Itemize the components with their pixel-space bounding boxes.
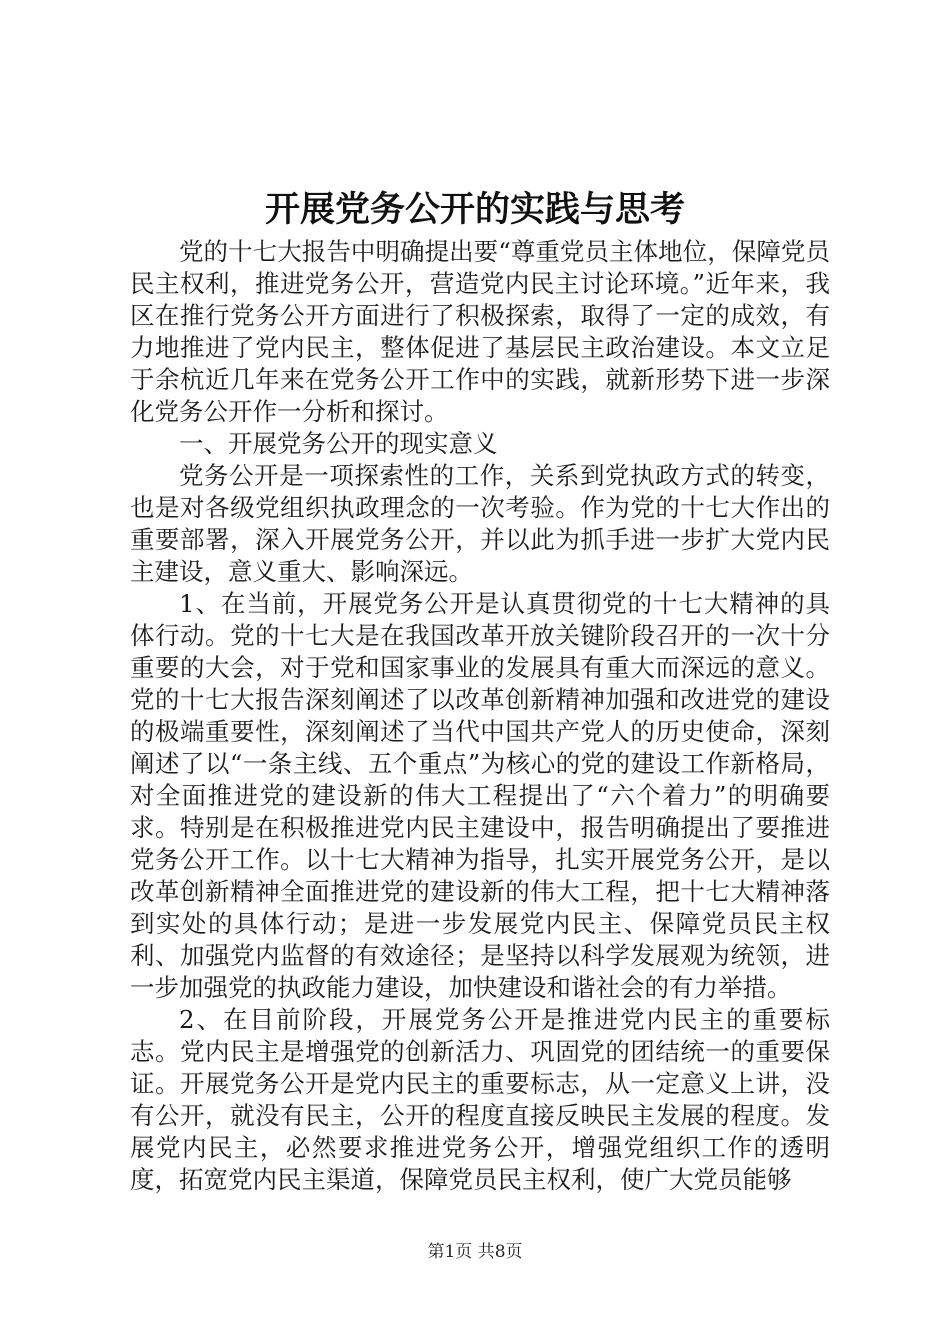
paragraph-section-intro: 党务公开是一项探索性的工作，关系到党执政方式的转变，也是对各级党组织执政理念的一次考验。作为党的十七大作出的重要部署，深入开展党务公开，并以此为抓手进一步扩大党内民主建设，意义重大、影响深远。 [130,461,830,586]
document-title: 开展党务公开的实践与思考 [264,189,685,230]
paragraph-point-1: 1、在当前，开展党务公开是认真贯彻党的十七大精神的具体行动。党的十七大是在我国改革开放关键阶段召开的一次十分重要的大会，对于党和国家事业的发展具有重大而深远的意义。党的十七大报告深刻阐述了以改革创新精神加强和改进党的建设的极端重要性，深刻阐述了当代中国共产党人的历史使命，深刻阐述了以“一条主线、五个重点”为核心的党的建设工作新格局，对全面推进党的建设新的伟大工程提出了“六个着力”的明确要求。特别是在积极推进党内民主建设中，报告明确提出了要推进党务公开工作。以十七大精神为指导，扎实开展党务公开，是以改革创新精神全面推进党的建设新的伟大工程，把十七大精神落到实处的具体行动；是进一步发展党内民主、保障党员民主权利、加强党内监督的有效途径；是坚持以科学发展观为统领，进一步加强党的执政能力建设，加快建设和谐社会的有力举措。 [130,589,830,1002]
section-heading: 一、开展党务公开的现实意义 [179,429,498,458]
document-body [130,236,830,1196]
page-number: 第1页 共8页 [427,1242,523,1262]
paragraph-point-2: 2、在目前阶段，开展党务公开是推进党内民主的重要标志。党内民主是增强党的创新活力、巩固党的团结统一的重要保证。开展党务公开是党内民主的重要标志，从一定意义上讲，没有公开，就没有民主，公开的程度直接反映民主发展的程度。发展党内民主，必然要求推进党务公开，增强党组织工作的透明度，拓宽党内民主渠道，保障党员民主权利，使广大党员能够 [130,1005,830,1194]
paragraph-intro: 党的十七大报告中明确提出要“尊重党员主体地位，保障党员民主权利，推进党务公开，营造党内民主讨论环境。”近年来，我区在推行党务公开方面进行了积极探索，取得了一定的成效，有力地推进了党内民主，整体促进了基层民主政治建设。本文立足于余杭近几年来在党务公开工作中的实践，就新形势下进一步深化党务公开作一分析和探讨。 [130,237,830,426]
